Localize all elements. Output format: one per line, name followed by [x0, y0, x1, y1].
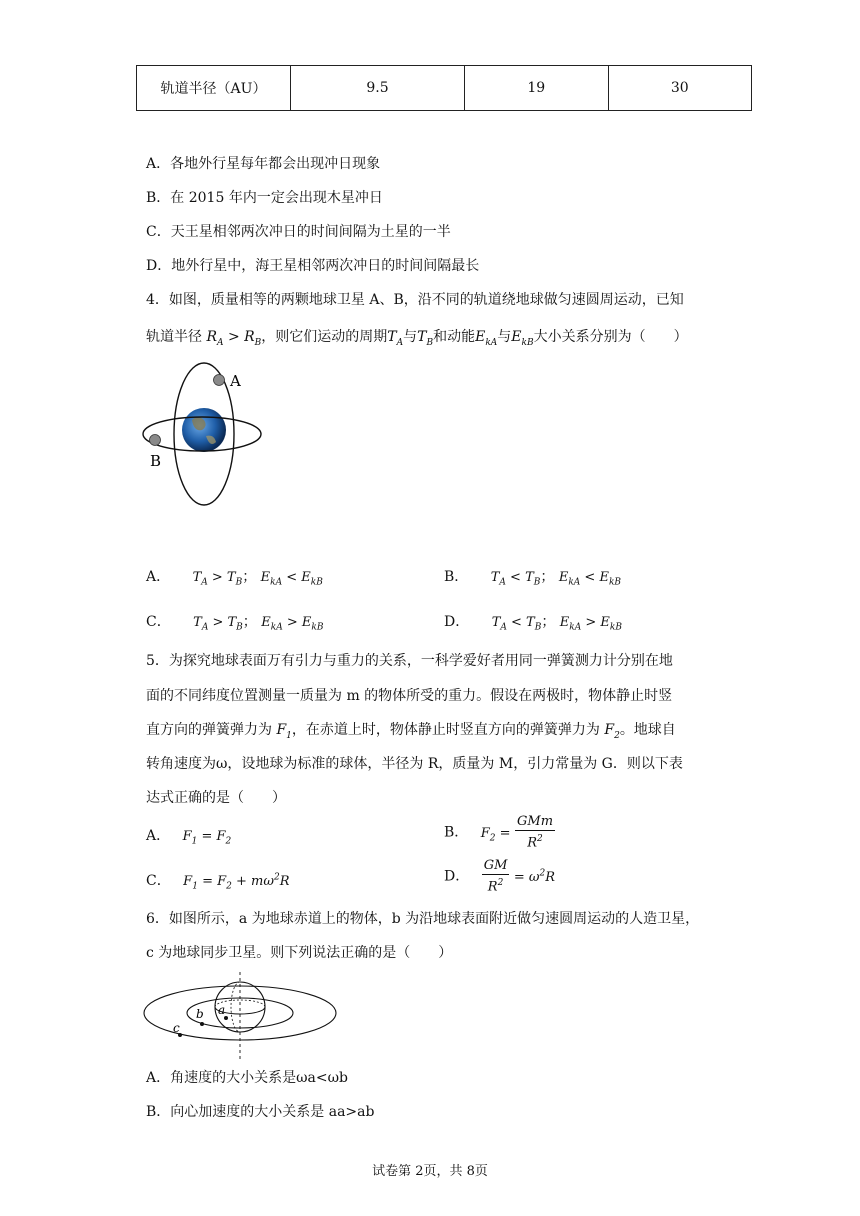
q4-eka: $E_{kA}$ [475, 329, 498, 348]
q6-orbit-figure [140, 970, 340, 1062]
q5-option-b: B． $F_2$ = $\frac{\text{GMm}}{R^2}$ [444, 814, 554, 851]
q4-option-d: D． $T_A < T_B$； $E_{kA} > E_{kB}$ [444, 614, 622, 633]
table-header-cell: 轨道半径（AU） [137, 66, 291, 111]
q4-text: 大小关系分别为（ ） [533, 329, 688, 345]
option-letter: C． [146, 873, 171, 889]
label-a: a [218, 1003, 226, 1017]
option-letter: C． [146, 614, 171, 630]
q4-ekb: $E_{kB}$ [511, 329, 534, 348]
option-letter: D． [444, 868, 470, 885]
q4-ta: $T_A$ [387, 329, 404, 348]
option-letter: D． [444, 614, 470, 630]
q5-option-d: D． $\frac{GM}{R^2}$ = $\omega^2R$ [444, 858, 556, 895]
label-b: b [196, 1007, 204, 1021]
table-row [137, 66, 752, 111]
satellite-b-label: B [150, 452, 162, 470]
q4-text: 与 [403, 329, 418, 345]
q5-stem-line5: 达式正确的是（ ） [146, 790, 286, 806]
q6-stem-line2: c 为地球同步卫星。则下列说法正确的是（ ） [146, 945, 453, 961]
q4-stem-line2 [146, 326, 688, 348]
q5-stem-line4: 转角速度为ω，设地球为标准的球体，半径为 R，质量为 M，引力常量为 G．则以下表 [146, 756, 683, 772]
table-cell: 19 [465, 66, 608, 111]
q5-option-c: C． $F_1 = F_2 + m\omega^2R$ [146, 872, 290, 892]
q3-option-d: D．地外行星中，海王星相邻两次冲日的时间间隔最长 [146, 258, 480, 274]
orbit-radius-table [136, 65, 752, 111]
satellite-b-icon [150, 435, 161, 446]
label-c: c [173, 1021, 180, 1035]
satellite-a-label: A [230, 372, 241, 390]
option-letter: A． [146, 569, 171, 585]
q4-orbit-figure [140, 362, 270, 512]
q5-text: 直方向的弹簧弹力为 [146, 722, 277, 738]
q6-option-a: A．角速度的大小关系是ωa<ωb [146, 1070, 348, 1086]
q5-text: 。地球自 [619, 722, 676, 738]
q4-tb: $T_B$ [417, 329, 434, 348]
q4-text: ，则它们运动的周期 [261, 329, 388, 345]
q4-option-c: C． $T_A > T_B$； $E_{kA} > E_{kB}$ [146, 614, 324, 633]
q4-text: 和动能 [433, 329, 476, 345]
q5-stem-line1: 5．为探究地球表面万有引力与重力的关系，一科学爱好者用同一弹簧测力计分别在地 [146, 653, 673, 669]
option-letter: A． [146, 828, 171, 844]
satellite-a-icon [214, 375, 225, 386]
q5-option-a: A． $F_1 = F_2$ [146, 828, 232, 847]
earth-icon [182, 408, 226, 452]
option-letter: B． [444, 569, 469, 585]
q5-stem-line2: 面的不同纬度位置测量一质量为 m 的物体所受的重力。假设在两极时，物体静止时竖 [146, 688, 673, 704]
table-cell: 30 [608, 66, 752, 111]
q6-stem-line1: 6．如图所示，a 为地球赤道上的物体，b 为沿地球表面附近做匀速圆周运动的人造卫星， [146, 911, 700, 927]
q4-text: 与 [497, 329, 512, 345]
q3-option-c: C．天王星相邻两次冲日的时间间隔为土星的一半 [146, 224, 451, 240]
page-footer: 试卷第 2页，共 8页 [372, 1164, 488, 1179]
q6-option-b: B．向心加速度的大小关系是 aa>ab [146, 1104, 375, 1120]
q4-stem-line1: 4．如图，质量相等的两颗地球卫星 A、B，沿不同的轨道绕地球做匀速圆周运动，已知 [146, 292, 684, 308]
q3-option-a: A．各地外行星每年都会出现冲日现象 [146, 156, 381, 172]
q3-option-b: B．在 2015 年内一定会出现木星冲日 [146, 190, 383, 206]
option-letter: B． [444, 824, 469, 841]
satellite-b-dot [200, 1022, 204, 1026]
q4-option-b: B． $T_A < T_B$； $E_{kA} < E_{kB}$ [444, 569, 622, 588]
q5-stem-line3: 直方向的弹簧弹力为 $F_1$，在赤道上时，物体静止时竖直方向的弹簧弹力为 $F_2$。地球自 [146, 722, 676, 741]
q4-text: 轨道半径 [146, 329, 202, 345]
q4-option-a: A． $T_A > T_B$； $E_{kA} < E_{kB}$ [146, 569, 323, 588]
q5-text: ，在赤道上时，物体静止时竖直方向的弹簧弹力为 [291, 722, 605, 738]
table-cell: 9.5 [291, 66, 465, 111]
q4-radius-relation: $R_A > R_B$ [206, 329, 262, 348]
